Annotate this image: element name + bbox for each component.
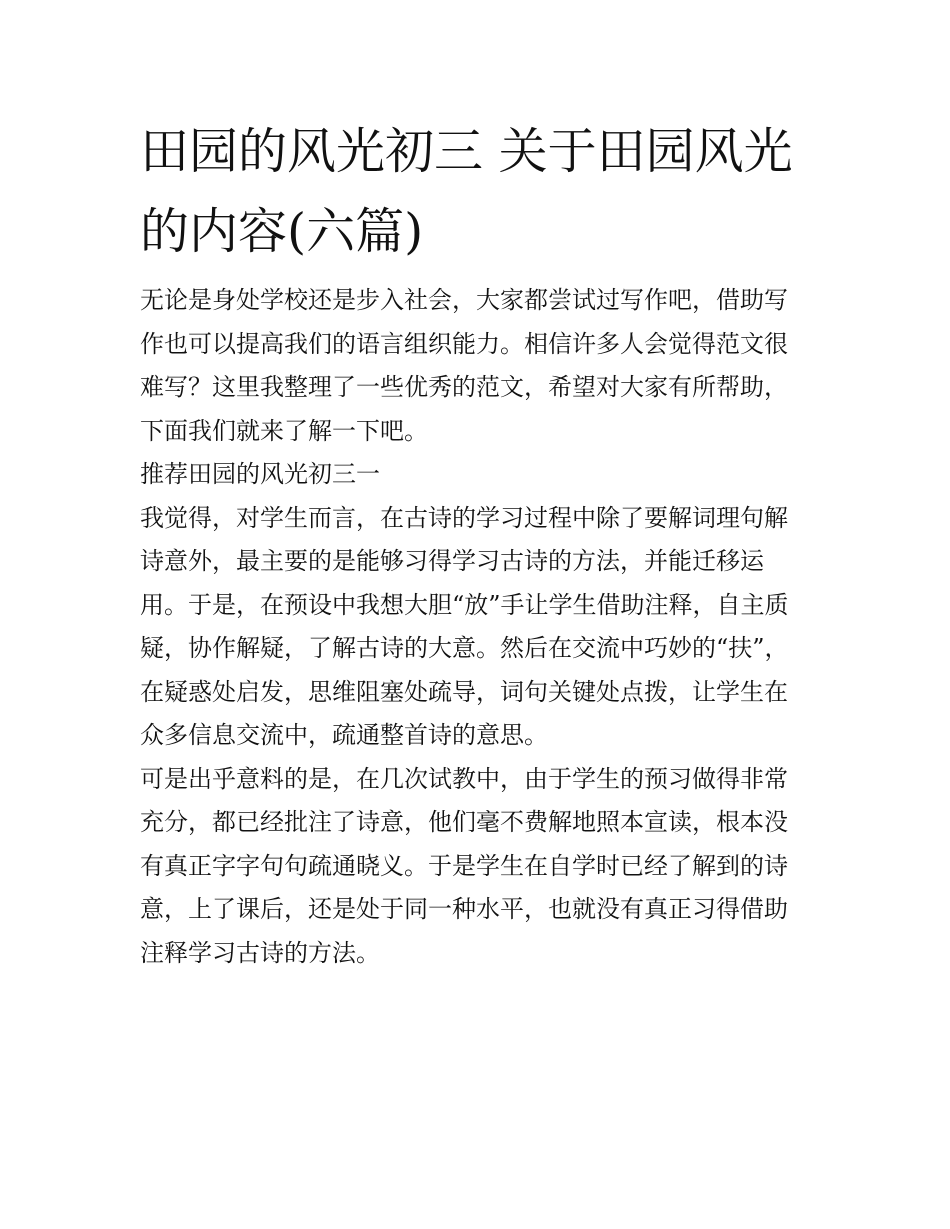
text-line: 在疑惑处启发，思维阻塞处疏导，词句关键处点拨，让学生在 — [140, 677, 788, 706]
text-line: 疑，协作解疑，了解古诗的大意。然后在交流中巧妙的“扶”， — [140, 634, 789, 662]
text-line: 我觉得，对学生而言，在古诗的学习过程中除了要解词理句解 — [140, 503, 788, 532]
text-line: 下面我们就来了解一下吧。 — [140, 416, 428, 445]
body-paragraph — [140, 497, 820, 758]
intro-paragraph — [140, 279, 820, 453]
text-line: 众多信息交流中，疏通整首诗的意思。 — [140, 721, 548, 749]
text-line: 难写？这里我整理了一些优秀的范文，希望对大家有所帮助， — [140, 373, 788, 401]
text-line: 可是出乎意料的是，在几次试教中，由于学生的预习做得非常 — [140, 764, 788, 793]
text-line: 意，上了课后，还是处于同一种水平，也就没有真正习得借助 — [140, 895, 788, 923]
text-line: 推荐田园的风光初三一 — [140, 460, 380, 488]
text-line: 诗意外，最主要的是能够习得学习古诗的方法，并能迁移运 — [140, 547, 764, 575]
document-body — [140, 279, 820, 975]
text-line: 用。于是，在预设中我想大胆“放”手让学生借助注释，自主质 — [140, 590, 789, 619]
text-line: 注释学习古诗的方法。 — [140, 938, 380, 967]
title-line: 的内容(六篇) — [140, 203, 424, 260]
title-line: 田园的风光初三 关于田园风光 — [140, 123, 793, 180]
text-line: 作也可以提高我们的语言组织能力。相信许多人会觉得范文很 — [140, 329, 788, 358]
text-line: 有真正字字句句疏通晓义。于是学生在自学时已经了解到的诗 — [140, 851, 788, 880]
body-paragraph — [140, 758, 820, 976]
text-line: 无论是身处学校还是步入社会，大家都尝试过写作吧，借助写 — [140, 286, 788, 314]
section-heading — [140, 453, 820, 497]
text-line: 充分，都已经批注了诗意，他们毫不费解地照本宣读，根本没 — [140, 808, 788, 836]
document-title — [140, 112, 820, 272]
